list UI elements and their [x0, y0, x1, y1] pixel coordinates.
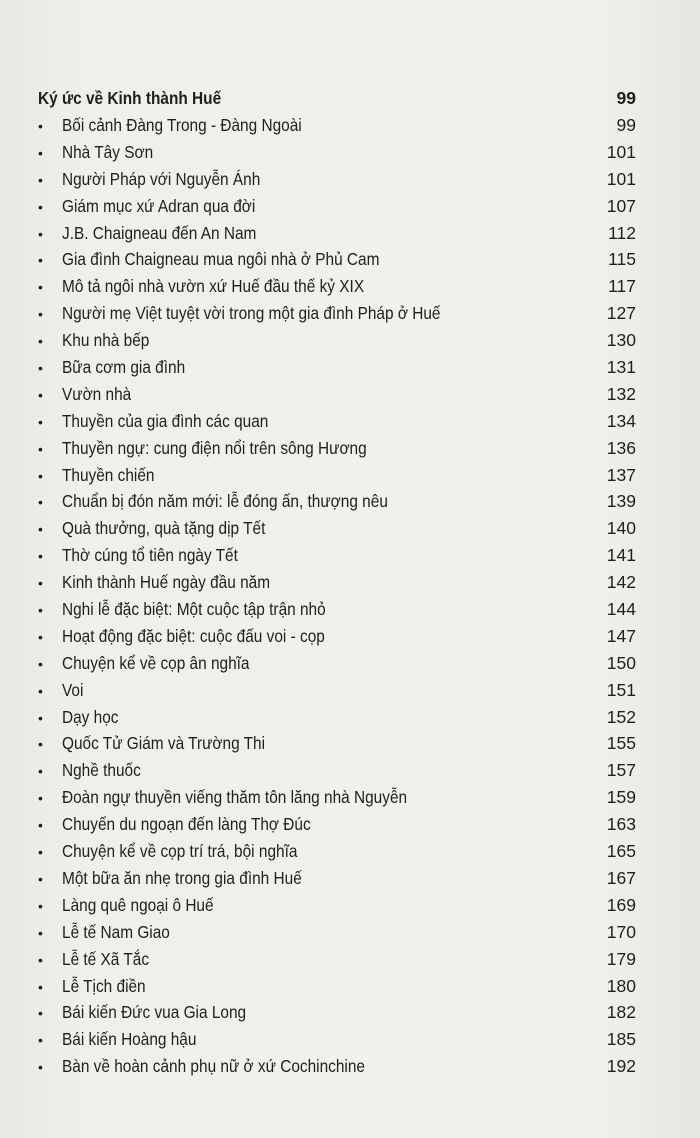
bullet-icon: •	[38, 790, 43, 807]
toc-entry	[38, 223, 636, 250]
bullet-icon: •	[38, 709, 43, 726]
bullet-icon: •	[38, 171, 43, 188]
entry-page-number: 132	[606, 383, 636, 404]
entry-page-number: 107	[606, 195, 636, 216]
toc-entry	[38, 1002, 636, 1029]
entry-page-number: 182	[606, 1002, 636, 1023]
toc-entry	[38, 465, 636, 492]
entry-page-number: 185	[606, 1029, 636, 1050]
bullet-icon: •	[38, 494, 43, 511]
toc-entry	[38, 599, 636, 626]
entry-title: Giám mục xứ Adran qua đời	[62, 195, 256, 216]
entry-page-number: 179	[606, 948, 636, 969]
entry-title: Chuẩn bị đón năm mới: lễ đóng ấn, thượng nêu	[62, 491, 388, 512]
entry-page-number: 157	[606, 760, 636, 781]
bullet-icon: •	[38, 870, 43, 887]
toc-entry	[38, 142, 636, 169]
entry-page-number: 170	[606, 921, 636, 942]
entry-title: Hoạt động đặc biệt: cuộc đấu voi - cọp	[62, 625, 325, 646]
section-title: Ký ức về Kinh thành Huế	[38, 88, 222, 108]
toc-entry	[38, 303, 636, 330]
entry-title: Bái kiến Hoàng hậu	[62, 1029, 197, 1050]
bullet-icon: •	[38, 118, 43, 134]
entry-page-number: 167	[606, 867, 636, 888]
entry-list	[38, 115, 636, 1083]
bullet-icon: •	[38, 467, 43, 484]
toc-entry	[38, 518, 636, 545]
bullet-icon: •	[38, 575, 43, 592]
entry-title: Lễ tế Xã Tắc	[62, 948, 150, 969]
entry-title: Bối cảnh Đàng Trong - Đàng Ngoài	[62, 115, 302, 135]
bullet-icon: •	[38, 440, 43, 457]
entry-title: Chuyến du ngoạn đến làng Thợ Đúc	[62, 814, 311, 835]
toc-entry	[38, 357, 636, 384]
entry-title: Khu nhà bếp	[62, 330, 150, 351]
entry-title: Lễ Tịch điền	[62, 975, 146, 996]
entry-page-number: 136	[606, 437, 636, 458]
bullet-icon: •	[38, 333, 43, 350]
bullet-icon: •	[38, 144, 43, 161]
bullet-icon: •	[38, 386, 43, 403]
entry-title: Nghề thuốc	[62, 760, 141, 781]
toc-entry	[38, 841, 636, 868]
bullet-icon: •	[38, 602, 43, 619]
entry-page-number: 152	[606, 706, 636, 727]
entry-page-number: 150	[606, 652, 636, 673]
toc-entry	[38, 438, 636, 465]
bullet-icon: •	[38, 951, 43, 968]
toc-entry	[38, 330, 636, 357]
entry-title: Mô tả ngôi nhà vườn xứ Huế đầu thế kỷ XIX	[62, 276, 365, 297]
toc-entry	[38, 922, 636, 949]
toc-entry	[38, 760, 636, 787]
bullet-icon: •	[38, 978, 43, 995]
bullet-icon: •	[38, 198, 43, 215]
section-heading	[38, 88, 636, 115]
entry-title: Chuyện kể về cọp ân nghĩa	[62, 652, 250, 673]
toc-entry	[38, 976, 636, 1003]
bullet-icon: •	[38, 279, 43, 296]
entry-page-number: 115	[608, 249, 636, 270]
entry-page-number: 130	[606, 330, 636, 351]
entry-title: Nhà Tây Sơn	[62, 141, 154, 162]
entry-title: Gia đình Chaigneau mua ngôi nhà ở Phủ Cam	[62, 249, 380, 270]
entry-title: Bái kiến Đức vua Gia Long	[62, 1002, 247, 1023]
toc-entry	[38, 1056, 636, 1083]
entry-title: Quốc Tử Giám và Trường Thi	[62, 733, 266, 754]
entry-page-number: 141	[606, 545, 636, 566]
bullet-icon: •	[38, 1059, 43, 1076]
table-of-contents	[38, 88, 636, 1083]
entry-title: Một bữa ăn nhẹ trong gia đình Huế	[62, 867, 302, 888]
bullet-icon: •	[38, 924, 43, 941]
toc-entry	[38, 707, 636, 734]
entry-title: Thuyền ngự: cung điện nổi trên sông Hương	[62, 437, 367, 458]
toc-entry	[38, 384, 636, 411]
entry-page-number: 180	[606, 975, 636, 996]
toc-entry	[38, 653, 636, 680]
entry-title: Nghi lễ đặc biệt: Một cuộc tập trận nhỏ	[62, 599, 326, 620]
toc-entry	[38, 169, 636, 196]
entry-page-number: 169	[606, 894, 636, 915]
bullet-icon: •	[38, 252, 43, 269]
toc-entry	[38, 787, 636, 814]
toc-entry	[38, 814, 636, 841]
entry-title: Thuyền của gia đình các quan	[62, 410, 269, 431]
entry-page-number: 131	[606, 357, 636, 378]
section-page-number: 99	[616, 88, 636, 108]
bullet-icon: •	[38, 413, 43, 430]
toc-entry	[38, 491, 636, 518]
toc-entry	[38, 249, 636, 276]
entry-title: Chuyện kể về cọp trí trá, bội nghĩa	[62, 841, 298, 862]
entry-page-number: 112	[608, 222, 636, 243]
bullet-icon: •	[38, 225, 43, 242]
entry-title: Thuyền chiến	[62, 464, 155, 485]
entry-page-number: 134	[606, 410, 636, 431]
bullet-icon: •	[38, 897, 43, 914]
toc-entry	[38, 949, 636, 976]
entry-title: Voi	[62, 679, 84, 700]
toc-entry	[38, 626, 636, 653]
bullet-icon: •	[38, 763, 43, 780]
bullet-icon: •	[38, 306, 43, 323]
bullet-icon: •	[38, 736, 43, 753]
entry-title: Thờ cúng tổ tiên ngày Tết	[62, 545, 238, 566]
entry-page-number: 147	[606, 625, 636, 646]
entry-title: Người mẹ Việt tuyệt vời trong một gia đình Pháp ở Huế	[62, 303, 441, 324]
entry-title: Vườn nhà	[62, 383, 132, 404]
bullet-icon: •	[38, 1032, 43, 1049]
entry-page-number: 192	[606, 1056, 636, 1077]
bullet-icon: •	[38, 655, 43, 672]
entry-page-number: 163	[606, 814, 636, 835]
entry-title: Lễ tế Nam Giao	[62, 921, 170, 942]
bullet-icon: •	[38, 548, 43, 565]
entry-page-number: 144	[606, 599, 636, 620]
entry-page-number: 137	[606, 464, 636, 485]
entry-page-number: 155	[606, 733, 636, 754]
entry-page-number: 165	[606, 841, 636, 862]
entry-title: Quà thưởng, quà tặng dịp Tết	[62, 518, 266, 539]
toc-entry	[38, 680, 636, 707]
toc-entry	[38, 733, 636, 760]
bullet-icon: •	[38, 360, 43, 377]
entry-title: Bàn về hoàn cảnh phụ nữ ở xứ Cochinchine	[62, 1056, 365, 1077]
entry-title: J.B. Chaigneau đến An Nam	[62, 222, 257, 243]
entry-page-number: 139	[606, 491, 636, 512]
entry-title: Đoàn ngự thuyền viếng thăm tôn lăng nhà Nguyễn	[62, 787, 408, 808]
bullet-icon: •	[38, 521, 43, 538]
toc-entry	[38, 115, 636, 142]
bullet-icon: •	[38, 817, 43, 834]
entry-page-number: 159	[606, 787, 636, 808]
toc-entry	[38, 1029, 636, 1056]
entry-page-number: 117	[608, 276, 636, 297]
entry-page-number: 151	[606, 679, 636, 700]
toc-entry	[38, 411, 636, 438]
toc-entry	[38, 196, 636, 223]
entry-title: Kinh thành Huế ngày đầu năm	[62, 572, 271, 593]
bullet-icon: •	[38, 682, 43, 699]
entry-page-number: 101	[606, 168, 636, 189]
bullet-icon: •	[38, 628, 43, 645]
toc-entry	[38, 868, 636, 895]
entry-title: Làng quê ngoại ô Huế	[62, 894, 214, 915]
entry-title: Bữa cơm gia đình	[62, 357, 186, 378]
entry-page-number: 101	[606, 141, 636, 162]
entry-page-number: 127	[606, 303, 636, 324]
toc-entry	[38, 572, 636, 599]
toc-entry	[38, 895, 636, 922]
toc-entry	[38, 545, 636, 572]
entry-page-number: 99	[616, 115, 636, 135]
entry-page-number: 140	[606, 518, 636, 539]
entry-page-number: 142	[606, 572, 636, 593]
bullet-icon: •	[38, 1005, 43, 1022]
entry-title: Người Pháp với Nguyễn Ánh	[62, 168, 261, 189]
entry-title: Dạy học	[62, 706, 119, 727]
toc-entry	[38, 276, 636, 303]
bullet-icon: •	[38, 844, 43, 861]
